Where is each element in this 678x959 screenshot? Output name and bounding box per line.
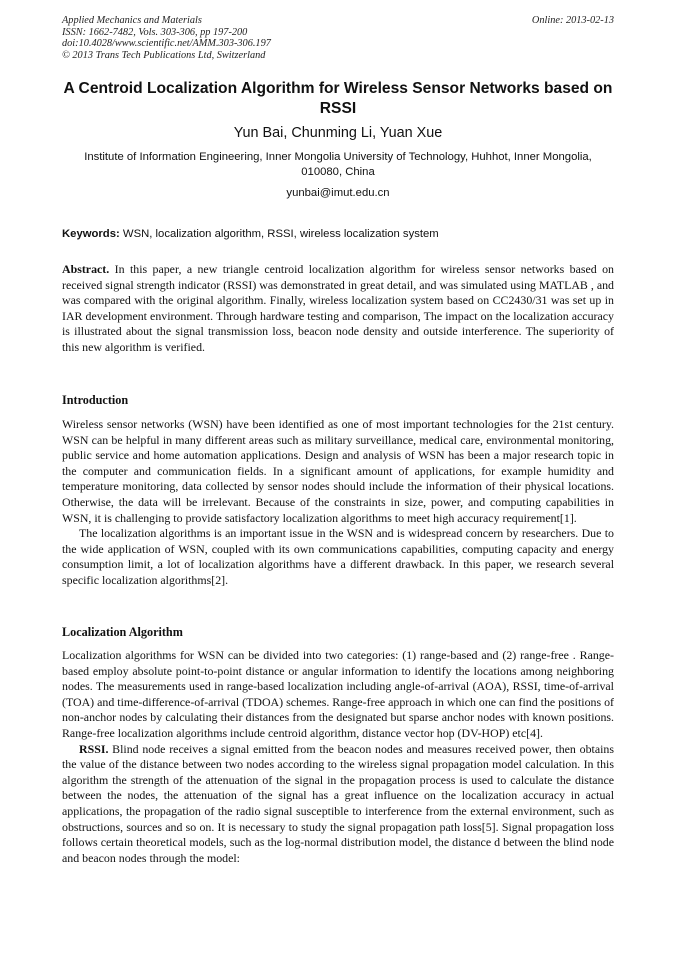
rssi-text: Blind node receives a signal emitted from the beacon nodes and measures received power, then obtains the value of the distance between two nodes according to the wireless signal propagation model calculation. In this algorithm the strength of the attenuation of the signal in the propagation process is used to calculate the distance between the nodes, the attenuation of the signal has a great influence on the localization accuracy in actual applications, the propagation of the radio signal susceptible to interference from the external environment, such as obstructions, sources and so on. It is necessary to study the signal propagation path loss[5]. Signal propagation loss follows certain theoretical models, such as the log-normal distribution model, the distance d between the blind node and beacon nodes through the model: — [62, 741, 614, 865]
introduction-paragraph-2: The localization algorithms is an important issue in the WSN and is widespread concern by researchers. Due to the wide application of WSN, coupled with its own communications capabilities, computing capacity and energy consumption limit, a lot of localization algorithms have a different drawback. In this paper, we research several specific localization algorithms[2]. — [62, 526, 614, 587]
abstract-label: Abstract. — [62, 262, 110, 276]
abstract-text: In this paper, a new triangle centroid localization algorithm for wireless sensor networks based on received signal strength indicator (RSSI) was demonstrated in great detail, and was simulated using MATLAB , and was compared with the original algorithm. Finally, wireless localization system based on CC2430/31 was set up in IAR development environment. Through hardware testing and comparison, The impact on the localization accuracy is illustrated about the signal transmission loss, beacon node density and outside interference. The superiority of this new algorithm is verified. — [62, 262, 614, 354]
localization-paragraph-1: Localization algorithms for WSN can be divided into two categories: (1) range-based and (2) range-free . Range-based employ absolute point-to-point distance or angular information to identify the locations among neighboring nodes. The measurements used in range-based localization including angle-of-arrival (AOA), RSSI, time-of-arrival (TOA) and time-difference-of-arrival (TDOA) schemes. Range-free approach in which one can find the positions of non-anchor nodes by calculating their distances from the designated but sparse anchor nodes with known positions. Range-free localization algorithms include centroid algorithm, distance vector hop (DV-HOP) etc[4]. — [62, 648, 614, 740]
journal-name: Applied Mechanics and Materials — [62, 15, 202, 26]
author-list: Yun Bai, Chunming Li, Yuan Xue — [233, 125, 443, 141]
rssi-paragraph — [62, 742, 614, 867]
keywords-line — [62, 227, 614, 241]
issn-line: ISSN: 1662-7482, Vols. 303-306, pp 197-200 — [62, 26, 248, 38]
online-date: Online: 2013-02-13 — [531, 15, 614, 26]
localization-heading: Localization Algorithm — [62, 625, 183, 639]
keywords-label: Keywords: — [62, 228, 120, 240]
copyright-line: © 2013 Trans Tech Publications Ltd, Switzerland — [62, 49, 266, 61]
introduction-paragraph-1: Wireless sensor networks (WSN) have been identified as one of most important technologies for the 21st century. WSN can be helpful in many different areas such as military surveillance, medical care, environmental monitoring, public service and home automation applications. Design and analysis of WSN has been a major research topic in the computer and communication fields. In a significant amount of applications, for example humidity and temperature monitoring, data collected by sensor nodes should include the information of their physical locations. Otherwise, the data will be irrelevant. Because of the constraints in size, power, and computing capabilities in WSN, it is challenging to provide satisfactory localization algorithms to meet high accuracy requirement[1]. — [62, 417, 614, 525]
paper-title: A Centroid Localization Algorithm for Wireless Sensor Networks based on RSSI — [63, 80, 613, 117]
affiliation: Institute of Information Engineering, Inner Mongolia University of Technology, Huhhot, Inner Mongolia, 010080, China — [84, 151, 592, 178]
rssi-label: RSSI. — [79, 741, 109, 756]
journal-header — [62, 15, 614, 61]
introduction-section — [62, 417, 614, 589]
doi-line: doi:10.4028/www.scientific.net/AMM.303-306.197 — [62, 38, 271, 50]
keywords-text: WSN, localization algorithm, RSSI, wireless localization system — [122, 228, 439, 240]
localization-section — [62, 648, 614, 866]
introduction-heading: Introduction — [62, 393, 129, 407]
author-email[interactable]: yunbai@imut.edu.cn — [286, 187, 390, 199]
abstract — [62, 262, 614, 356]
